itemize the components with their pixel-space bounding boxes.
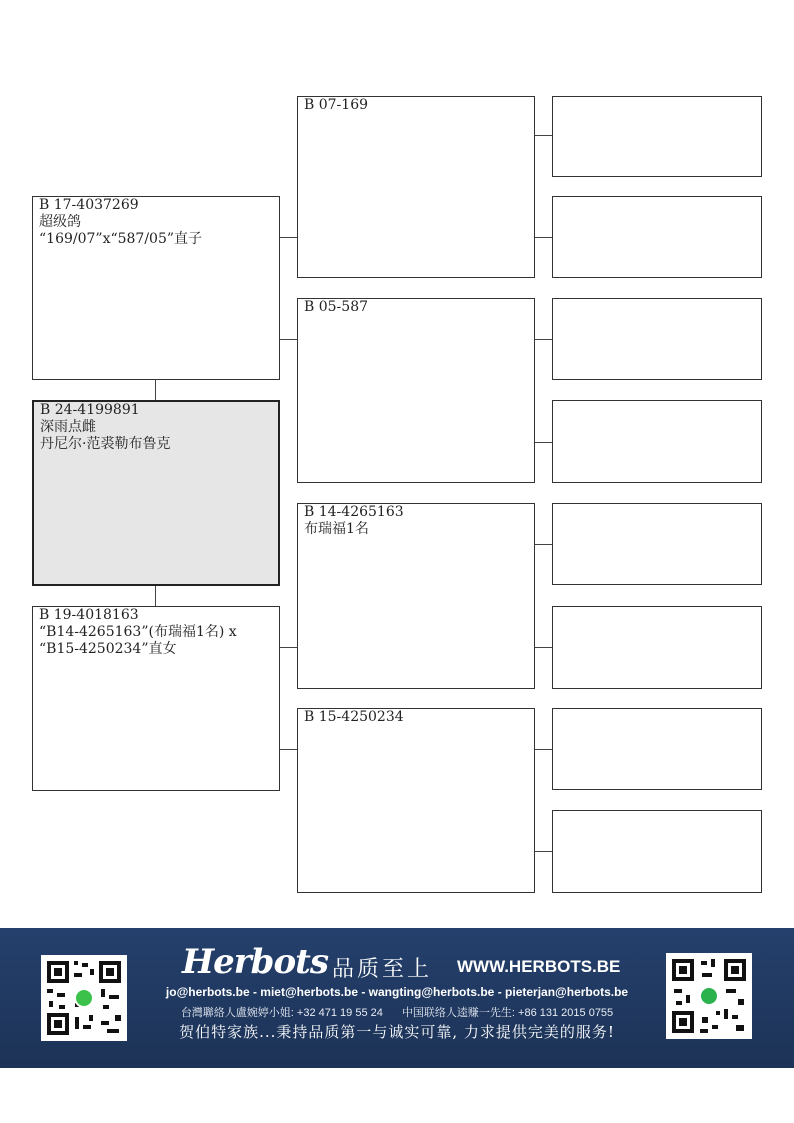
- grandsire-paternal-card: [297, 96, 535, 278]
- granddam-maternal-card: [297, 708, 535, 893]
- connector-sire-grandparents: [280, 339, 297, 340]
- great-grandparent-card: [552, 196, 762, 278]
- footer-band: [0, 928, 794, 1068]
- great-grandparent-card: [552, 606, 762, 689]
- sire-parents: “169/07”x“587/05”直子: [39, 231, 203, 247]
- sire-ring: B 17-4037269: [39, 197, 139, 213]
- great-grandparent-card: [552, 400, 762, 483]
- connector-dam-grandparents: [280, 647, 297, 648]
- grandparent-ring: B 14-4265163: [304, 504, 404, 520]
- dam-parents-line1: “B14-4265163”(布瑞福1名) x: [39, 624, 237, 640]
- sire-name: 超级鸽: [39, 214, 81, 230]
- tagline: 贺伯特家族...秉持品质第一与诚实可靠, 力求提供完美的服务!: [179, 1023, 615, 1041]
- grandparent-ring: B 05-587: [304, 299, 369, 315]
- subject-name: 深雨点雌: [40, 419, 96, 435]
- website-link[interactable]: WWW.HERBOTS.BE: [457, 957, 621, 976]
- connector-sire-grandparents: [280, 237, 297, 238]
- sire-card: [32, 196, 280, 380]
- subject-breeder: 丹尼尔·范裘勒布鲁克: [40, 436, 171, 452]
- grandparent-title: 布瑞福1名: [304, 521, 369, 537]
- subject-ring: B 24-4199891: [40, 402, 140, 418]
- connector-dam-grandparents: [280, 749, 297, 750]
- grandparent-ring: B 15-4250234: [304, 709, 404, 725]
- great-grandparent-card: [552, 298, 762, 380]
- wechat-icon: [699, 986, 719, 1006]
- grandparent-ring: B 07-169: [304, 97, 369, 113]
- granddam-paternal-card: [297, 298, 535, 483]
- connector-grandparent: [535, 749, 552, 750]
- great-grandparent-card: [552, 708, 762, 790]
- wechat-qr-code[interactable]: [666, 953, 752, 1039]
- brand-header: [182, 942, 622, 986]
- connector-grandparent: [535, 339, 552, 340]
- dam-ring: B 19-4018163: [39, 607, 139, 623]
- connector-grandparent: [535, 647, 552, 648]
- great-grandparent-card: [552, 96, 762, 177]
- connector-subject-dam: [155, 586, 156, 606]
- dam-parents-line2: “B15-4250234”直女: [39, 641, 177, 657]
- dam-card: [32, 606, 280, 791]
- grandsire-maternal-card: [297, 503, 535, 689]
- herbots-logo: Herbots: [182, 942, 328, 982]
- connector-grandparent: [535, 135, 552, 136]
- great-grandparent-card: [552, 810, 762, 893]
- subject-card: [32, 400, 280, 586]
- contact-taiwan: 台灣聯絡人盧婉婷小姐: +32 471 19 55 24: [180, 1007, 383, 1019]
- great-grandparent-card: [552, 503, 762, 585]
- connector-subject-sire: [155, 380, 156, 400]
- connector-grandparent: [535, 851, 552, 852]
- contact-china: 中国联络人逵赚一先生: +86 131 2015 0755: [401, 1007, 614, 1019]
- connector-grandparent: [535, 442, 552, 443]
- email-list[interactable]: jo@herbots.be - miet@herbots.be - wangting@herbots.be - pieterjan@herbots.be: [165, 985, 629, 999]
- connector-grandparent: [535, 237, 552, 238]
- brand-slogan: 品质至上: [332, 957, 433, 982]
- connector-grandparent: [535, 544, 552, 545]
